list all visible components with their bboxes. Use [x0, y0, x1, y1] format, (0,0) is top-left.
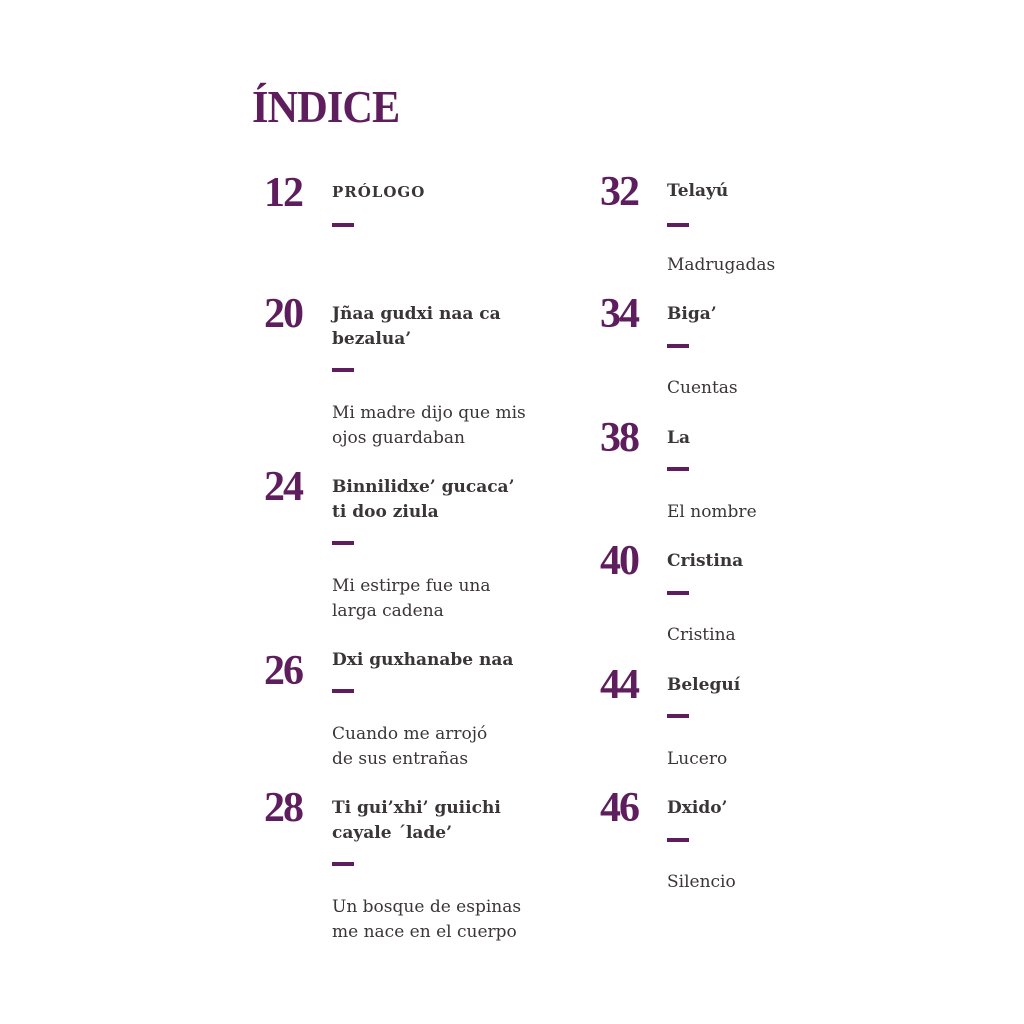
entry-heading: Telayú	[667, 181, 729, 201]
entry-heading: PRÓLOGO	[332, 183, 426, 201]
entry-heading: Binnilidxe’ gucaca’ ti doo ziula	[332, 477, 515, 522]
entry-heading: Jñaa gudxi naa ca bezalua’	[332, 304, 501, 349]
entry-subtitle: Un bosque de espinas me nace en el cuerpo	[332, 897, 522, 942]
dash-divider	[332, 223, 354, 227]
dash-divider	[332, 862, 354, 866]
page-number: 24	[264, 464, 302, 510]
index-title: ÍNDICE	[252, 81, 400, 132]
entry-heading: Beleguí	[667, 675, 741, 695]
entry-heading: La	[667, 428, 690, 448]
entry-subtitle: El nombre	[667, 502, 757, 522]
dash-divider	[332, 689, 354, 693]
entry-heading: Dxi guxhanabe naa	[332, 650, 514, 670]
entry-subtitle: Madrugadas	[667, 255, 776, 275]
entry-heading: Cristina	[667, 551, 744, 571]
dash-divider	[667, 344, 689, 348]
page-number: 28	[264, 785, 302, 831]
entry-heading: Ti gui’xhi’ guiichi cayale ´lade’	[332, 798, 501, 843]
page-number: 34	[600, 291, 638, 337]
page-number: 26	[264, 648, 302, 694]
entry-subtitle: Mi madre dijo que mis ojos guardaban	[332, 403, 526, 448]
page-number: 38	[600, 415, 638, 461]
page-number: 40	[600, 538, 638, 584]
dash-divider	[332, 368, 354, 372]
dash-divider	[667, 591, 689, 595]
entry-subtitle: Cuentas	[667, 378, 738, 398]
page-number: 44	[600, 662, 638, 708]
entry-heading: Dxido’	[667, 798, 728, 818]
entry-subtitle: Mi estirpe fue una larga cadena	[332, 576, 491, 621]
dash-divider	[332, 541, 354, 545]
dash-divider	[667, 714, 689, 718]
page-number: 46	[600, 785, 638, 831]
dash-divider	[667, 223, 689, 227]
entry-heading: Biga’	[667, 304, 717, 324]
entry-subtitle: Silencio	[667, 872, 736, 892]
page-number: 12	[264, 170, 302, 216]
page-number: 20	[264, 291, 302, 337]
entry-subtitle: Cristina	[667, 625, 736, 645]
page-number: 32	[600, 169, 638, 215]
entry-subtitle: Cuando me arrojó de sus entrañas	[332, 724, 488, 769]
dash-divider	[667, 838, 689, 842]
dash-divider	[667, 467, 689, 471]
entry-subtitle: Lucero	[667, 749, 728, 769]
